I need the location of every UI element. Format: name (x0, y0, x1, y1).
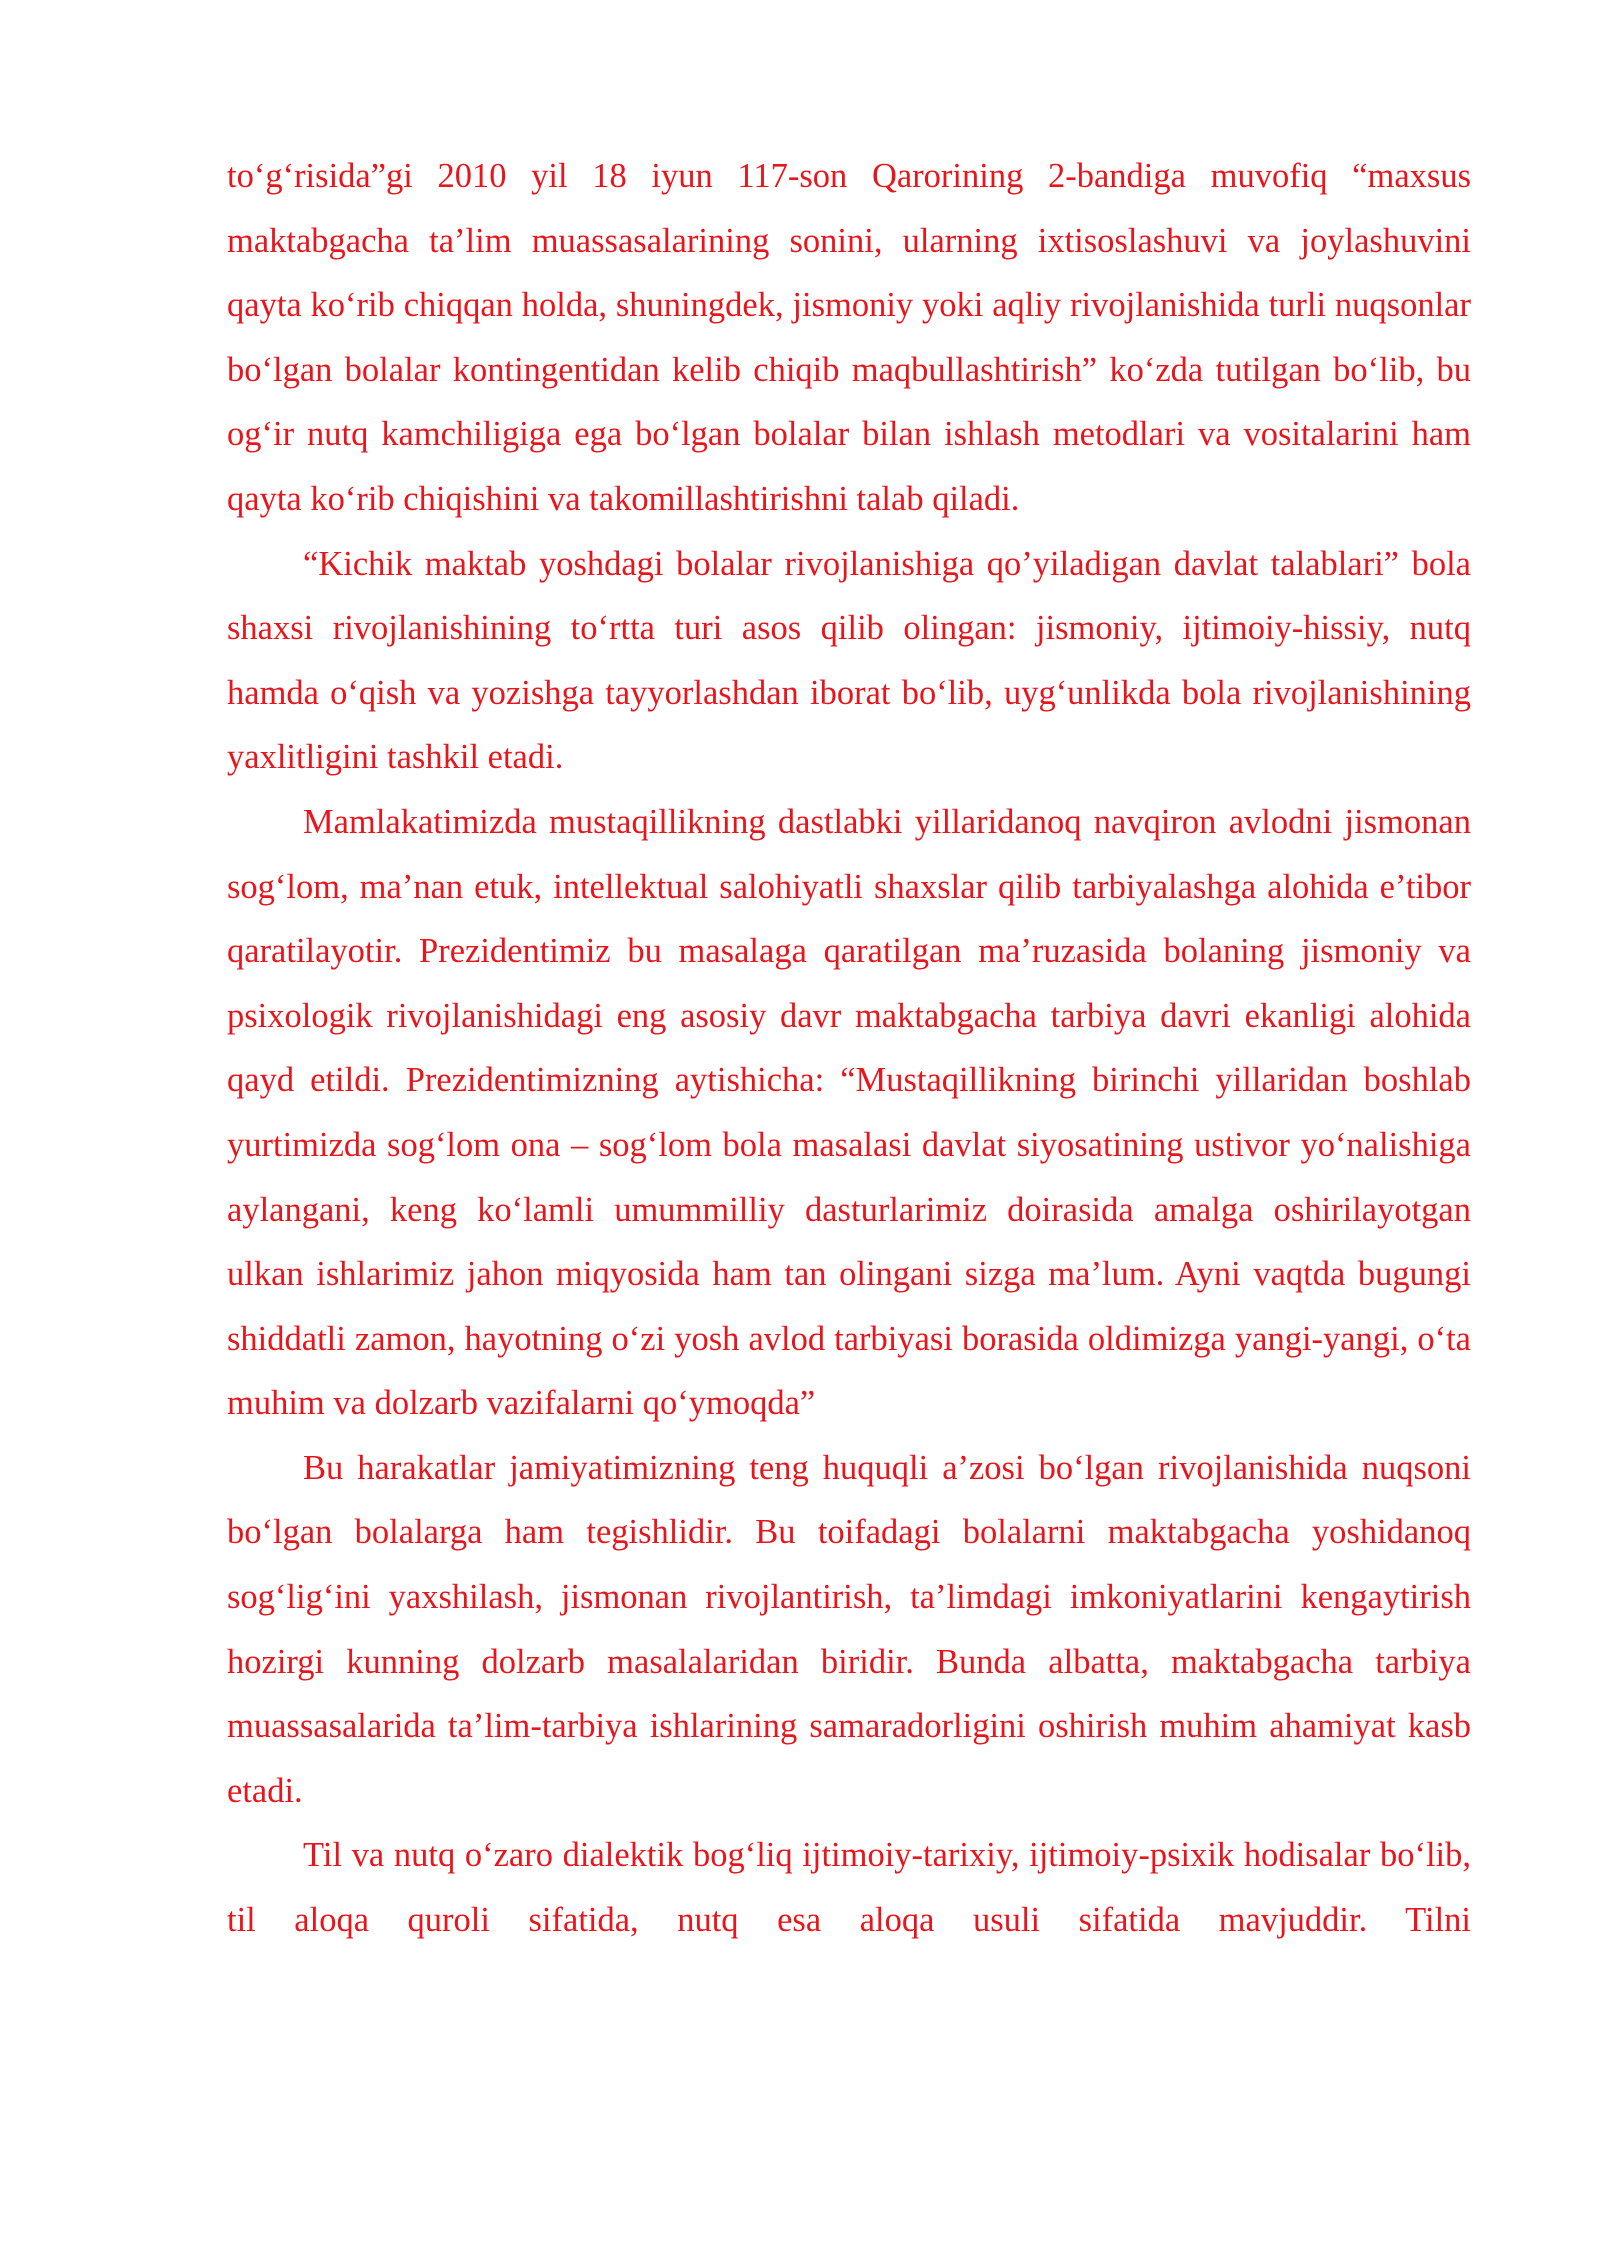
paragraph-4: Bu harakatlar jamiyatimizning teng huquqli a’zosi bo‘lgan rivojlanishida nuqsoni bo‘lgan bolalarga ham tegishlidir. Bu toifadagi bolalarni maktabgacha yoshidanoq sog‘lig‘ini yaxshilash, jismonan rivojlantirish, ta’limdagi imkoniyatlarini kengaytirish hozirgi kunning dolzarb masalalaridan biridir. Bunda albatta, maktabgacha tarbiya muassasalarida ta’lim-tarbiya ishlarining samaradorligini oshirish muhim ahamiyat kasb etadi. (227, 1448, 1471, 1810)
paragraph-1: to‘g‘risida”gi 2010 yil 18 iyun 117-son Qarorining 2-bandiga muvofiq “maxsus maktabgacha ta’lim muassasalarining sonini, ularning ixtisoslashuvi va joylashuvini qayta ko‘rib chiqqan holda, shuningdek, jismoniy yoki aqliy rivojlanishida turli nuqsonlar bo‘lgan bolalar kontingentidan kelib chiqib maqbullashtirish” ko‘zda tutilgan bo‘lib, bu og‘ir nutq kamchiligiga ega bo‘lgan bolalar bilan ishlash metodlari va vositalarini ham qayta ko‘rib chiqishini va takomillashtirishni talab qiladi. (227, 157, 1471, 518)
paragraph-3: Mamlakatimizda mustaqillikning dastlabki yillaridanoq navqiron avlodni jismonan sog‘lom, ma’nan etuk, intellektual salohiyatli shaxslar qilib tarbiyalashga alohida e’tibor qaratilayotir. Prezidentimiz bu masalaga qaratilgan ma’ruzasida bolaning jismoniy va psixologik rivojlanishidagi eng asosiy davr maktabgacha tarbiya davri ekanligi alohida qayd etildi. Prezidentimizning aytishicha: “Mustaqillikning birinchi yillaridan boshlab yurtimizda sog‘lom ona – sog‘lom bola masalasi davlat siyosatining ustivor yo‘nalishiga aylangani, keng ko‘lamli umummilliy dasturlarimiz doirasida amalga oshirilayotgan ulkan ishlarimiz jahon miqyosida ham tan olingani sizga ma’lum. Ayni vaqtda bugungi shiddatli zamon, hayotning o‘zi yosh avlod tarbiyasi borasida oldimizga yangi-yangi, o‘ta muhim va dolzarb vazifalarni qo‘ymoqda” (227, 802, 1471, 1423)
document-page (227, 144, 1471, 1953)
paragraph-5: Til va nutq o‘zaro dialektik bog‘liq ijtimoiy-tarixiy, ijtimoiy-psixik hodisalar bo‘lib, til aloqa quroli sifatida, nutq esa aloqa usuli sifatida mavjuddir. Tilni (227, 1836, 1471, 1940)
paragraph-2: “Kichik maktab yoshdagi bolalar rivojlanishiga qo’yiladigan davlat talablari” bola shaxsi rivojlanishining to‘rtta turi asos qilib olingan: jismoniy, ijtimoiy-hissiy, nutq hamda o‘qish va yozishga tayyorlashdan iborat bo‘lib, uyg‘unlikda bola rivojlanishining yaxlitligini tashkil etadi. (227, 544, 1471, 777)
